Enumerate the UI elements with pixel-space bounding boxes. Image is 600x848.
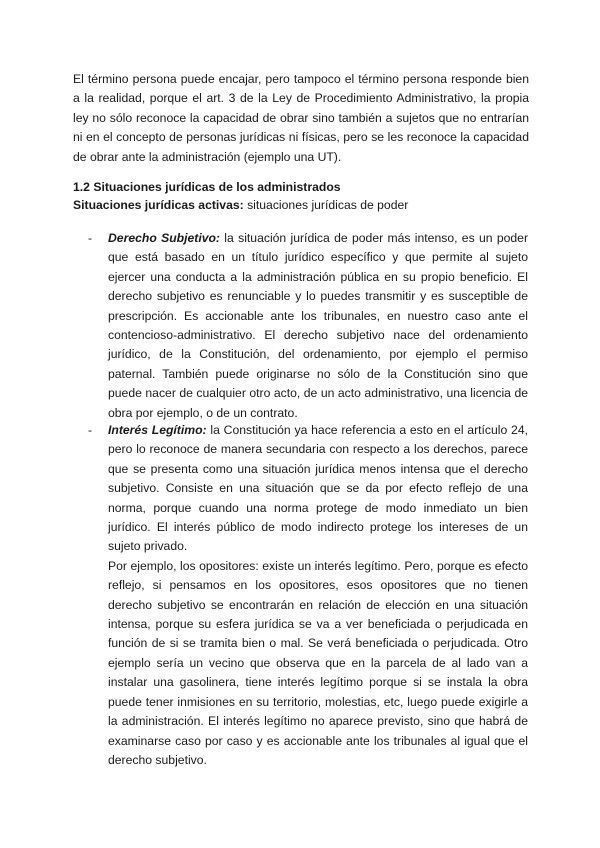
subheading-bold: Situaciones jurídicas activas: [73, 198, 244, 212]
list-dash: - [88, 423, 93, 437]
section-heading: 1.2 Situaciones jurídicas de los administrados [73, 180, 341, 194]
list-item-paragraph-2: Por ejemplo, los opositores: existe un interés legítimo. Pero, porque es efecto reflejo, si pensamos en los opositores, esos opositores que no tienen derecho subjetivo se encontrarán en relación de elección en una situación intensa, porque su esfera jurídica se va a ver beneficiada o perjudicada en función de si se tramita bien o mal. Se verá beneficiada o perjudicada. Otro ejemplo sería un vecino que observa que en la parcela de al lado van a instalar una gasolinera, tiene interés legítimo porque si se instala la obra puede tener inmisiones en su territorio, molestias, etc, luego puede exigirle a la administración. El interés legítimo no aparece previsto, sino que habrá de examinarse caso por caso y es accionable ante los tribunales al igual que el derecho subjetivo. [108, 558, 528, 767]
subheading-rest: situaciones jurídicas de poder [243, 198, 409, 212]
term-description: la situación jurídica de poder más intenso, es un poder que está basado en un título jurídico específico y que permite al sujeto ejercer una conducta a la administración pública en su propio beneficio. El derecho subjetivo es renunciable y lo puedes transmitir y es susceptible de prescripción. Es accionable ante los tribunales, en nuestro caso ante el contencioso-administrativo. El derecho subjetivo nace del ordenamiento jurídico, de la Constitución, del ordenamiento, por ejemplo el permiso paternal. También puede originarse no sólo de la Constitución sino que puede nacer de cualquier otro acto, de un acto administrativo, una licencia de obra por ejemplo, o de un contrato. [108, 231, 529, 420]
intro-paragraph: El término persona puede encajar, pero tampoco el término persona responde bien a la realidad, porque el art. 3 de la Ley de Procedimiento Administrativo, la propia ley no sólo reconoce la capacidad de obrar sino también a sujetos que no entrarían ni en el concepto de personas jurídicas ni físicas, pero se les reconoce la capacidad de obrar ante la administración (ejemplo una UT). [73, 72, 529, 164]
list-item-interes-legitimo [88, 421, 528, 770]
list-item-paragraph [108, 229, 528, 423]
list-item-paragraph [108, 421, 528, 557]
list-item-body [108, 421, 528, 770]
section-subheading [73, 196, 408, 215]
term-description: la Constitución ya hace referencia a esto en el artículo 24, pero lo reconoce de manera secundaria con respecto a los derechos, parece que se presenta como una situación jurídica menos intensa que el derecho subjetivo. Consiste en una situación que se da por efecto reflejo de una norma, porque cuando una norma protege de modo inmediato un bien jurídico. El interés público de modo indirecto protege los intereses de un sujeto privado. [108, 423, 528, 554]
term-label: Interés Legítimo: [108, 423, 207, 437]
list-dash: - [88, 231, 93, 245]
list-item-body [108, 229, 528, 423]
list-item-derecho-subjetivo [88, 229, 528, 423]
term-label: Derecho Subjetivo: [108, 231, 220, 245]
